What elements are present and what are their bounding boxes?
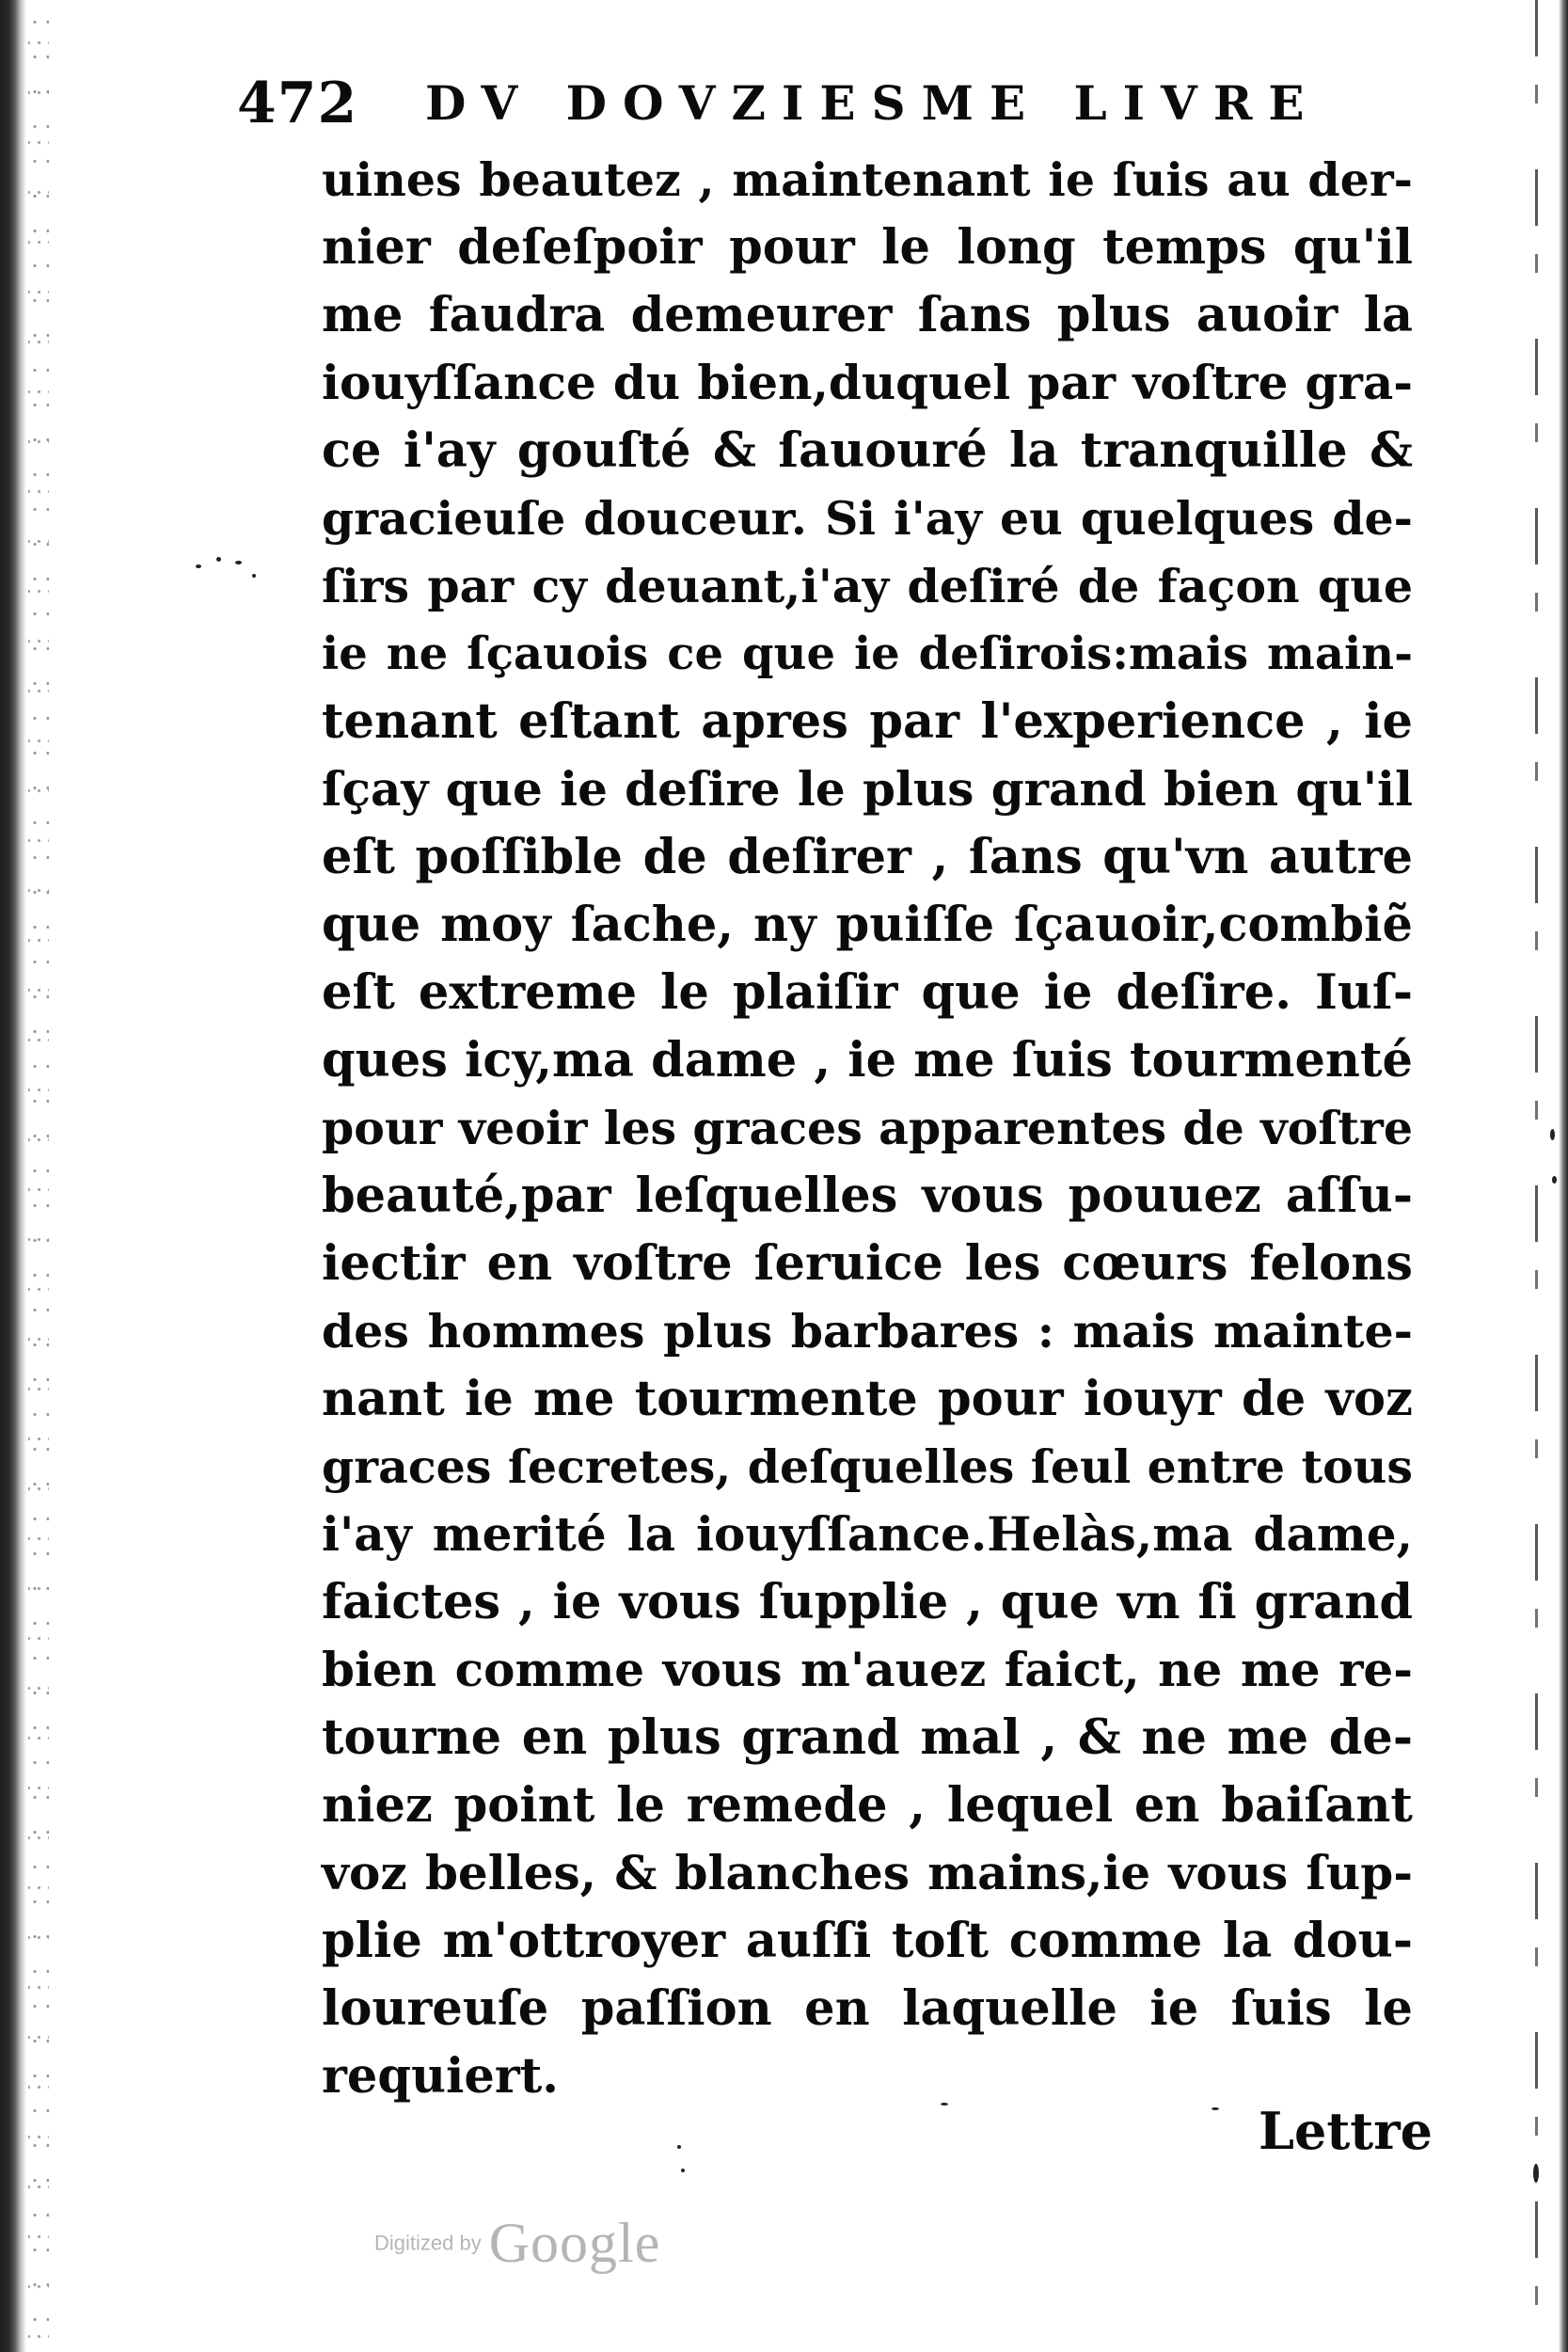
text-line: tenant eſtant apres par l'experience , ie: [322, 693, 1413, 750]
text-line: tourne en plus grand mal , & ne me de-: [322, 1709, 1413, 1766]
scan-speck: [941, 2103, 948, 2106]
text-line: nier deſeſpoir pour le long temps qu'il: [322, 219, 1413, 276]
text-line: ce i'ay gouſté & ſauouré la tranquille &: [322, 422, 1413, 479]
scan-speck: [252, 574, 256, 578]
text-line: des hommes plus barbares : mais mainte-: [322, 1304, 1413, 1359]
digitized-watermark: [374, 2211, 660, 2286]
running-head: DV DOVZIESME LIVRE: [425, 75, 1321, 131]
text-line: beauté,par leſquelles vous pouuez aſſu-: [322, 1168, 1413, 1224]
text-line: gracieuſe douceur. Si i'ay eu quelques de-: [322, 491, 1413, 546]
scan-speck: [1212, 2107, 1219, 2110]
text-line: ſirs par cy deuant,i'ay deſiré de façon que: [322, 559, 1413, 613]
scan-right-edge: [1559, 0, 1568, 2352]
scan-left-edge: [0, 0, 26, 2352]
scan-speck: [235, 561, 242, 564]
scan-speck: [681, 2169, 685, 2172]
scan-speck: [196, 564, 201, 568]
page-header: [237, 66, 1319, 141]
text-line: que moy ſache, ny puiſſe ſçauoir,combiẽ: [322, 897, 1413, 953]
scan-speck: [1552, 1176, 1557, 1184]
text-line: ie ne ſçauois ce que ie deſirois:mais main-: [322, 628, 1413, 680]
digitized-by-label: Digitized by: [374, 2231, 482, 2255]
google-wordmark: Google: [488, 2212, 661, 2274]
catchword: Lettre: [1259, 2101, 1433, 2161]
text-line: bien comme vous m'auez faict, ne me re-: [322, 1642, 1413, 1697]
text-line: plie m'ottroyer auſſi toſt comme la dou-: [322, 1913, 1413, 1969]
text-line: i'ay merité la iouyſſance.Helàs,ma dame,: [322, 1506, 1413, 1562]
text-line: ſçay que ie deſire le plus grand bien qu'il: [322, 761, 1413, 817]
scan-speck: [1550, 1129, 1555, 1140]
scan-speck: [1533, 2164, 1539, 2183]
text-line: niez point le remede , lequel en baiſant: [322, 1777, 1413, 1834]
text-line: faictes , ie vous ſupplie , que vn ſi grand: [322, 1574, 1413, 1630]
scan-right-line: [1535, 0, 1538, 2352]
text-line: nant ie me tourmente pour iouyr de voz: [322, 1371, 1413, 1427]
text-line: loureuſe paſſion en laquelle ie ſuis le: [322, 1980, 1413, 2037]
text-line: iectir en voſtre ſeruice les cœurs felons: [322, 1235, 1413, 1292]
scan-left-specks: [28, 0, 49, 2352]
text-line-last: requiert.: [322, 2048, 560, 2105]
text-line: eſt poſſible de deſirer , ſans qu'vn autre: [322, 829, 1413, 885]
text-line: voz belles, & blanches mains,ie vous ſup-: [322, 1845, 1413, 1900]
scan-speck: [677, 2145, 681, 2149]
text-line: ques icy,ma dame , ie me ſuis tourmenté: [322, 1032, 1413, 1089]
body-text: [322, 146, 1413, 2110]
text-line: me faudra demeurer ſans plus auoir la: [322, 287, 1413, 343]
page-number: 472: [237, 71, 358, 136]
text-line: iouyſſance du bien,duquel par voſtre gra-: [322, 355, 1413, 410]
text-line: graces ſecretes, deſquelles ſeul entre tous: [322, 1439, 1413, 1494]
text-line: uines beautez , maintenant ie ſuis au der-: [322, 152, 1413, 207]
text-line: pour veoir les graces apparentes de voſtre: [322, 1101, 1413, 1155]
text-line: eſt extreme le plaiſir que ie deſire. Iuſ-: [322, 964, 1413, 1021]
scan-speck: [216, 557, 221, 562]
